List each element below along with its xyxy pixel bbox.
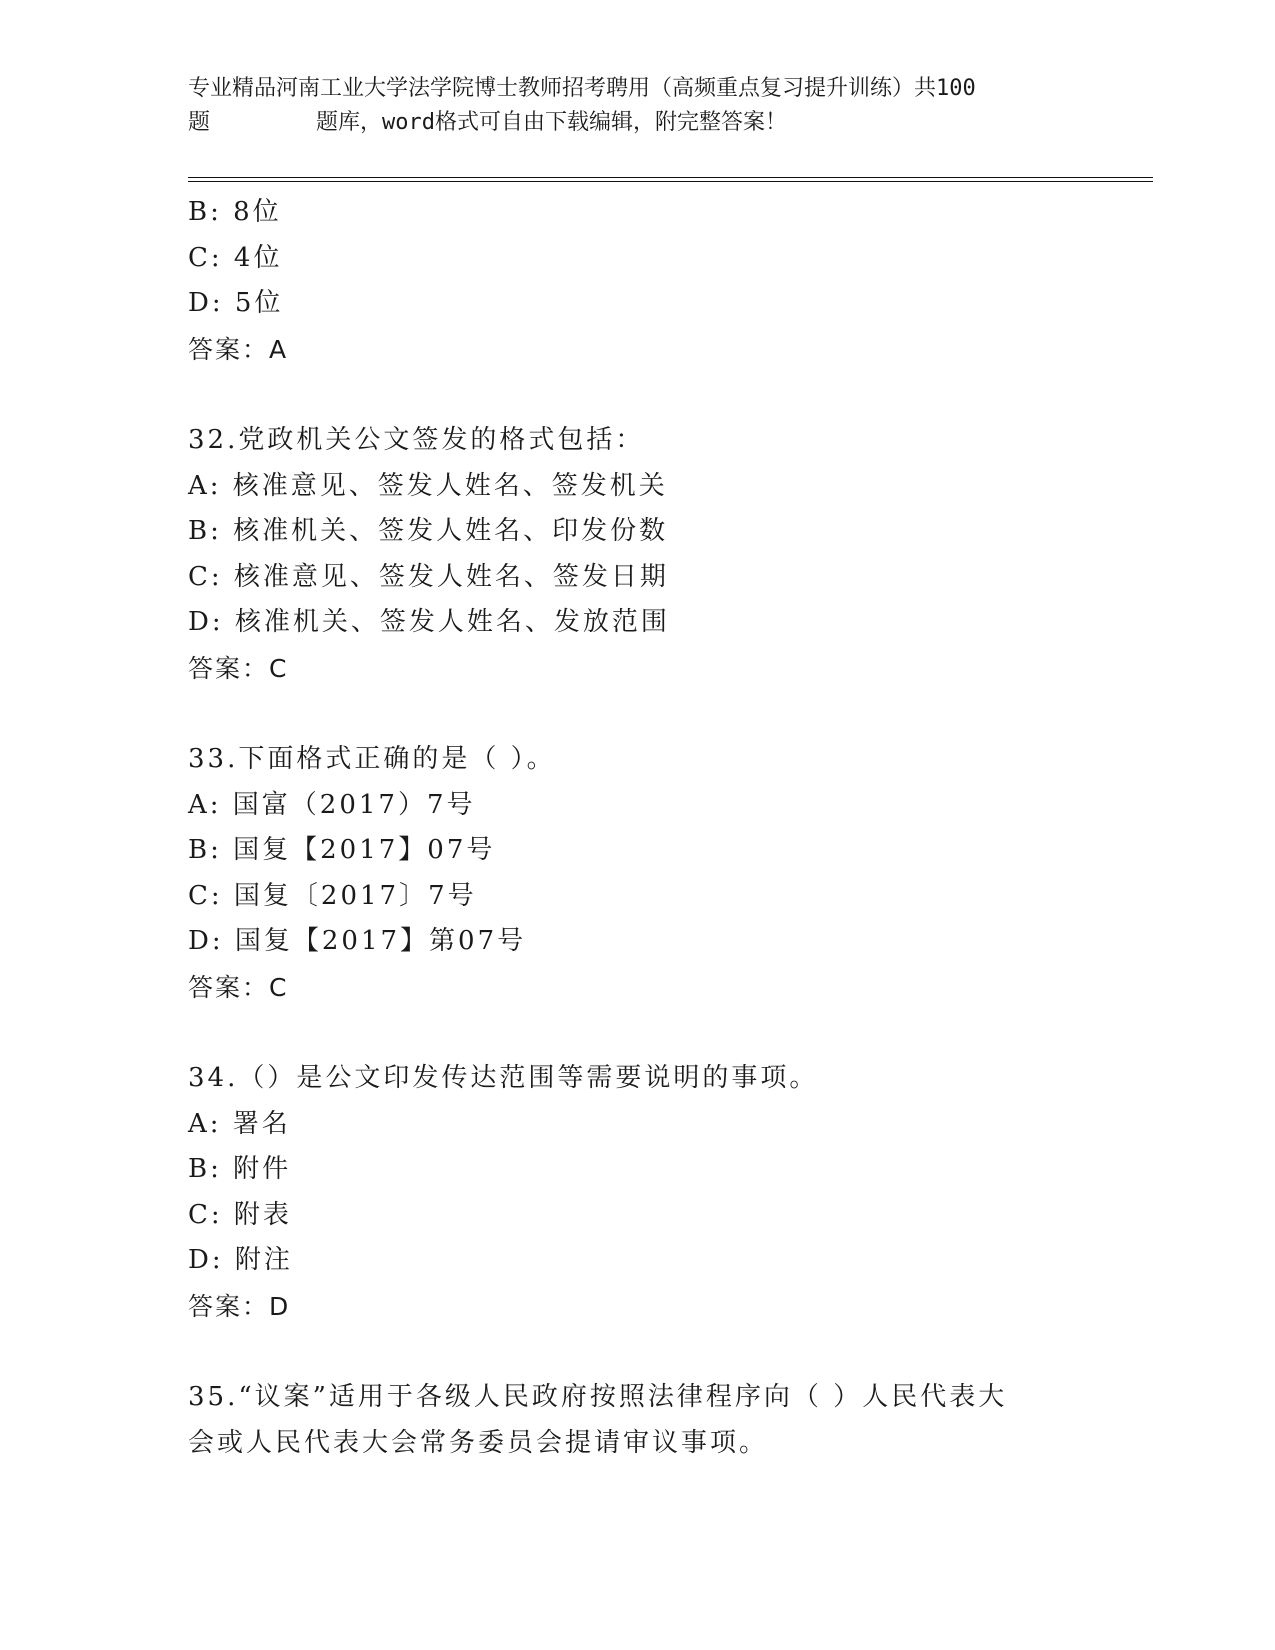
option-d: D: 核准机关、签发人姓名、发放范围	[188, 607, 670, 637]
question-33	[188, 737, 1088, 1010]
option-c: C: 核准意见、签发人姓名、签发日期	[188, 561, 669, 592]
header-divider-top	[188, 177, 1153, 178]
question-31-tail	[188, 190, 1088, 372]
question-34	[188, 1056, 1088, 1329]
question-title: 34.（）是公文印发传达范围等需要说明的事项。	[188, 1063, 819, 1093]
option-b: B: 核准机关、签发人姓名、印发份数	[188, 516, 669, 546]
option-c: C: 国复〔2017〕7号	[188, 880, 477, 911]
option-b: B: 附件	[188, 1154, 292, 1184]
option-b: B: 国复【2017】07号	[188, 835, 496, 865]
option-c: C: 附表	[188, 1199, 292, 1230]
question-35	[188, 1375, 1088, 1466]
option-a: A: 国富（2017）7号	[188, 789, 476, 820]
option-b: B: 8位	[188, 197, 282, 227]
header-divider-bottom	[188, 181, 1153, 182]
option-d: D: 国复【2017】第07号	[188, 926, 527, 956]
answer: 答案：C	[188, 653, 289, 683]
answer: 答案：C	[188, 972, 289, 1002]
answer: 答案：A	[188, 334, 289, 364]
answer: 答案：D	[188, 1291, 291, 1321]
question-title-continued: 会或人民代表大会常务委员会提请审议事项。	[188, 1427, 769, 1458]
question-title: 33.下面格式正确的是（ ）。	[188, 744, 556, 774]
header-line-1: 专业精品河南工业大学法学院博士教师招考聘用（高频重点复习提升训练）共100	[188, 76, 976, 101]
question-title: 32.党政机关公文签发的格式包括：	[188, 425, 645, 455]
option-a: A: 核准意见、签发人姓名、签发机关	[188, 470, 668, 501]
document-header	[188, 72, 1088, 140]
option-c: C: 4位	[188, 242, 283, 273]
question-list	[188, 190, 1088, 1466]
option-d: D: 附注	[188, 1245, 293, 1275]
option-a: A: 署名	[188, 1108, 291, 1139]
option-d: D: 5位	[188, 288, 284, 318]
question-title: 35.“议案”适用于各级人民政府按照法律程序向（ ）人民代表大	[188, 1382, 1008, 1412]
header-line-2: 题 题库，word格式可自由下载编辑，附完整答案！	[188, 110, 787, 135]
question-32	[188, 418, 1088, 691]
